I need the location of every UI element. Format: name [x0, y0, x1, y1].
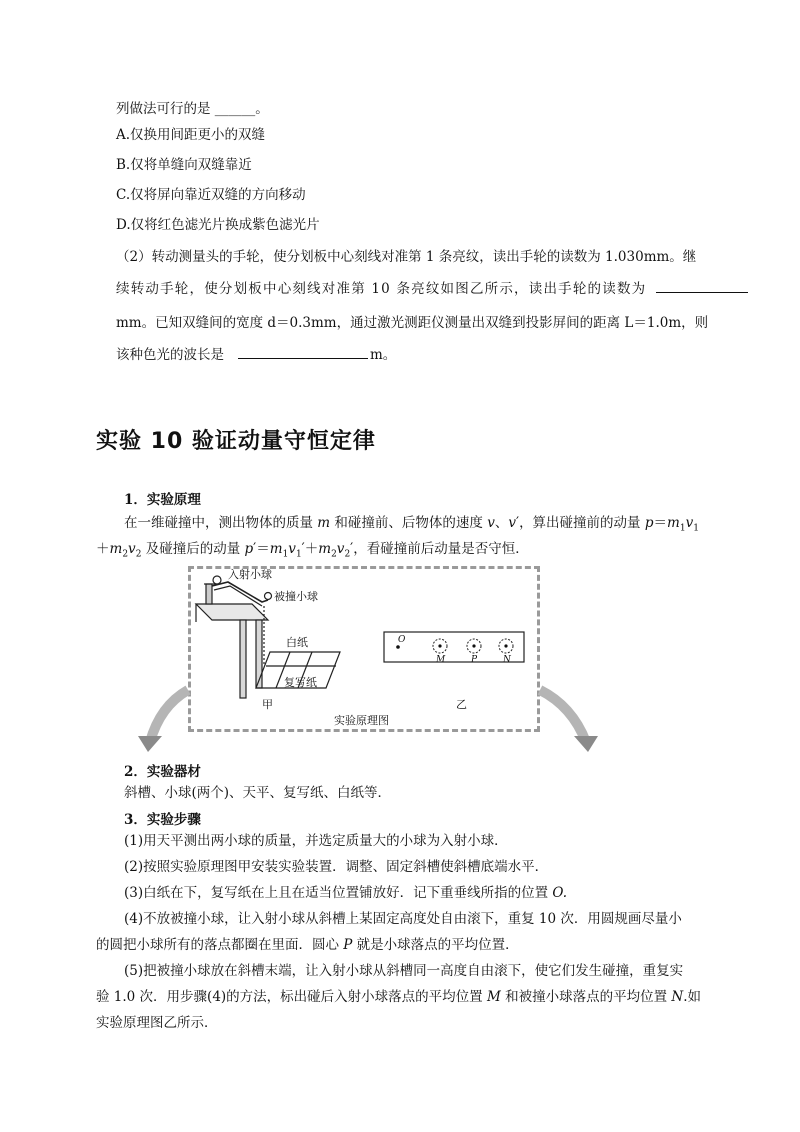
step-1: (1)用天平测出两小球的质量，并选定质量大的小球为入射小球． — [124, 833, 508, 849]
s1-line2: $+m_2v_2$ 及碰撞后的动量 $p'=m_1v_1'+m_2v_2'$，看碰撞前后动量是否守恒． — [96, 541, 529, 560]
section-title: 实验 10 验证动量守恒定律 — [96, 429, 376, 454]
s3-heading: 3．实验步骤 — [124, 812, 201, 828]
label-m: M — [436, 655, 446, 665]
step-5-line2: 验 1.0 次．用步骤(4)的方法，标出碰后入射小球落点的平均位置 M 和被撞小球落点的平均位置 N.如 — [96, 989, 701, 1005]
label-carbon-paper: 复写纸 — [284, 676, 317, 689]
s1-line1: 在一维碰撞中，测出物体的质量 m 和碰撞前、后物体的速度 v、v′，算出碰撞前的动量 $p=m_1v_1$ — [124, 515, 699, 534]
label-p: P — [471, 655, 478, 665]
option-c: C.仅将屏向靠近双缝的方向移动 — [116, 187, 306, 203]
label-n: N — [503, 655, 511, 665]
label-o: O — [398, 635, 406, 645]
step-5-line3: 实验原理图乙所示． — [96, 1015, 218, 1031]
part2-line2: 续转动手轮，使分划板中心刻线对准第 10 条亮纹如图乙所示，读出手轮的读数为 — [116, 280, 748, 298]
point-n — [504, 644, 507, 647]
right-arc-arrow — [540, 690, 598, 752]
left-arc-arrow — [138, 690, 188, 752]
label-incident-ball: 入射小球 — [228, 568, 272, 581]
option-d: D.仅将红色滤光片换成紫色滤光片 — [116, 217, 320, 233]
part2-line1: （2）转动测量头的手轮，使分划板中心刻线对准第 1 条亮纹，读出手轮的读数为 1.030mm。继 — [116, 249, 697, 265]
question-line: 列做法可行的是 ______。 — [116, 101, 269, 117]
step-2: (2)按照实验原理图甲安装实验装置．调整、固定斜槽使斜槽底端水平． — [124, 859, 549, 875]
part2-line3: mm。已知双缝间的宽度 d＝0.3mm，通过激光测距仪测量出双缝到投影屏间的距离 L＝1.0m，则 — [116, 315, 709, 331]
step-4-line1: (4)不放被撞小球，让入射小球从斜槽上某固定高度处自由滚下，重复 10 次．用圆规画尽量小 — [124, 911, 682, 927]
step-3: (3)白纸在下，复写纸在上且在适当位置铺放好．记下重垂线所指的位置 O. — [124, 885, 567, 901]
label-jia: 甲 — [262, 698, 273, 711]
label-white-paper: 白纸 — [286, 636, 308, 649]
step-4-line2: 的圆把小球所有的落点都圈在里面．圆心 P 就是小球落点的平均位置． — [96, 937, 519, 953]
option-a: A.仅换用间距更小的双缝 — [116, 127, 266, 143]
option-b: B.仅将单缝向双缝靠近 — [116, 157, 252, 173]
point-m — [438, 644, 441, 647]
part2-line4: 该种色光的波长是 m。 — [116, 347, 397, 363]
label-yi: 乙 — [456, 698, 467, 711]
figure-caption: 实验原理图 — [334, 714, 389, 727]
s2-body: 斜槽、小球(两个)、天平、复写纸、白纸等． — [124, 785, 392, 801]
label-target-ball: 被撞小球 — [274, 590, 318, 603]
s1-heading: 1．实验原理 — [124, 492, 201, 508]
step-5-line1: (5)把被撞小球放在斜槽末端，让入射小球从斜槽同一高度自由滚下，使它们发生碰撞，重复实 — [124, 963, 684, 979]
apparatus-drawing — [196, 576, 340, 698]
point-p — [472, 644, 475, 647]
point-o — [396, 645, 400, 649]
s2-heading: 2．实验器材 — [124, 764, 201, 780]
